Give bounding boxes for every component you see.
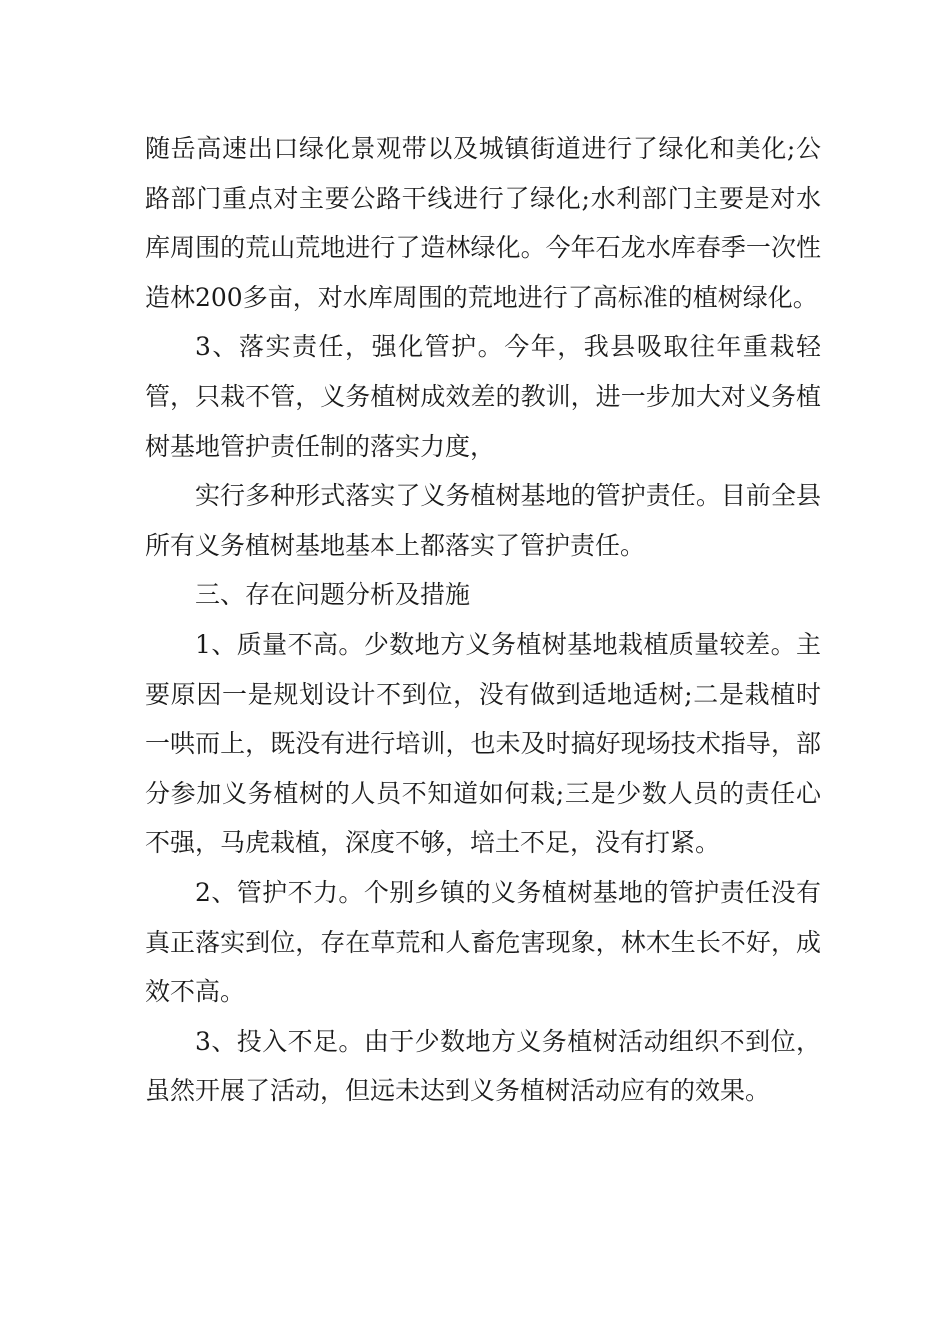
paragraph-responsibility: 3、落实责任，强化管护。今年，我县吸取往年重栽轻管，只栽不管，义务植树成效差的教训，进一步加大对义务植树基地管护责任制的落实力度， bbox=[145, 332, 821, 461]
document-body bbox=[145, 124, 821, 1116]
paragraph-investment-issue: 3、投入不足。由于少数地方义务植树活动组织不到位，虽然开展了活动，但远未达到义务植树活动应有的效果。 bbox=[145, 1026, 821, 1106]
paragraph-management-forms: 实行多种形式落实了义务植树基地的管护责任。目前全县所有义务植树基地基本上都落实了管护责任。 bbox=[145, 481, 821, 560]
paragraph-quality-issue: 1、质量不高。少数地方义务植树基地栽植质量较差。主要原因一是规划设计不到位，没有做到适地适树;二是栽植时一哄而上，既没有进行培训，也未及时搞好现场技术指导，部分参加义务植树的人员不知道如何栽;三是少数人员的责任心不强，马虎栽植，深度不够，培土不足，没有打紧。 bbox=[145, 629, 821, 858]
paragraph-greening-departments: 随岳高速出口绿化景观带以及城镇街道进行了绿化和美化;公路部门重点对主要公路干线进行了绿化;水利部门主要是对水库周围的荒山荒地进行了造林绿化。今年石龙水库春季一次性造林200多亩，对水库周围的荒地进行了高标准的植树绿化。 bbox=[145, 134, 821, 312]
section-heading-problems: 三、存在问题分析及措施 bbox=[195, 580, 471, 610]
paragraph-management-issue: 2、管护不力。个别乡镇的义务植树基地的管护责任没有真正落实到位，存在草荒和人畜危害现象，林木生长不好，成效不高。 bbox=[145, 877, 821, 1007]
